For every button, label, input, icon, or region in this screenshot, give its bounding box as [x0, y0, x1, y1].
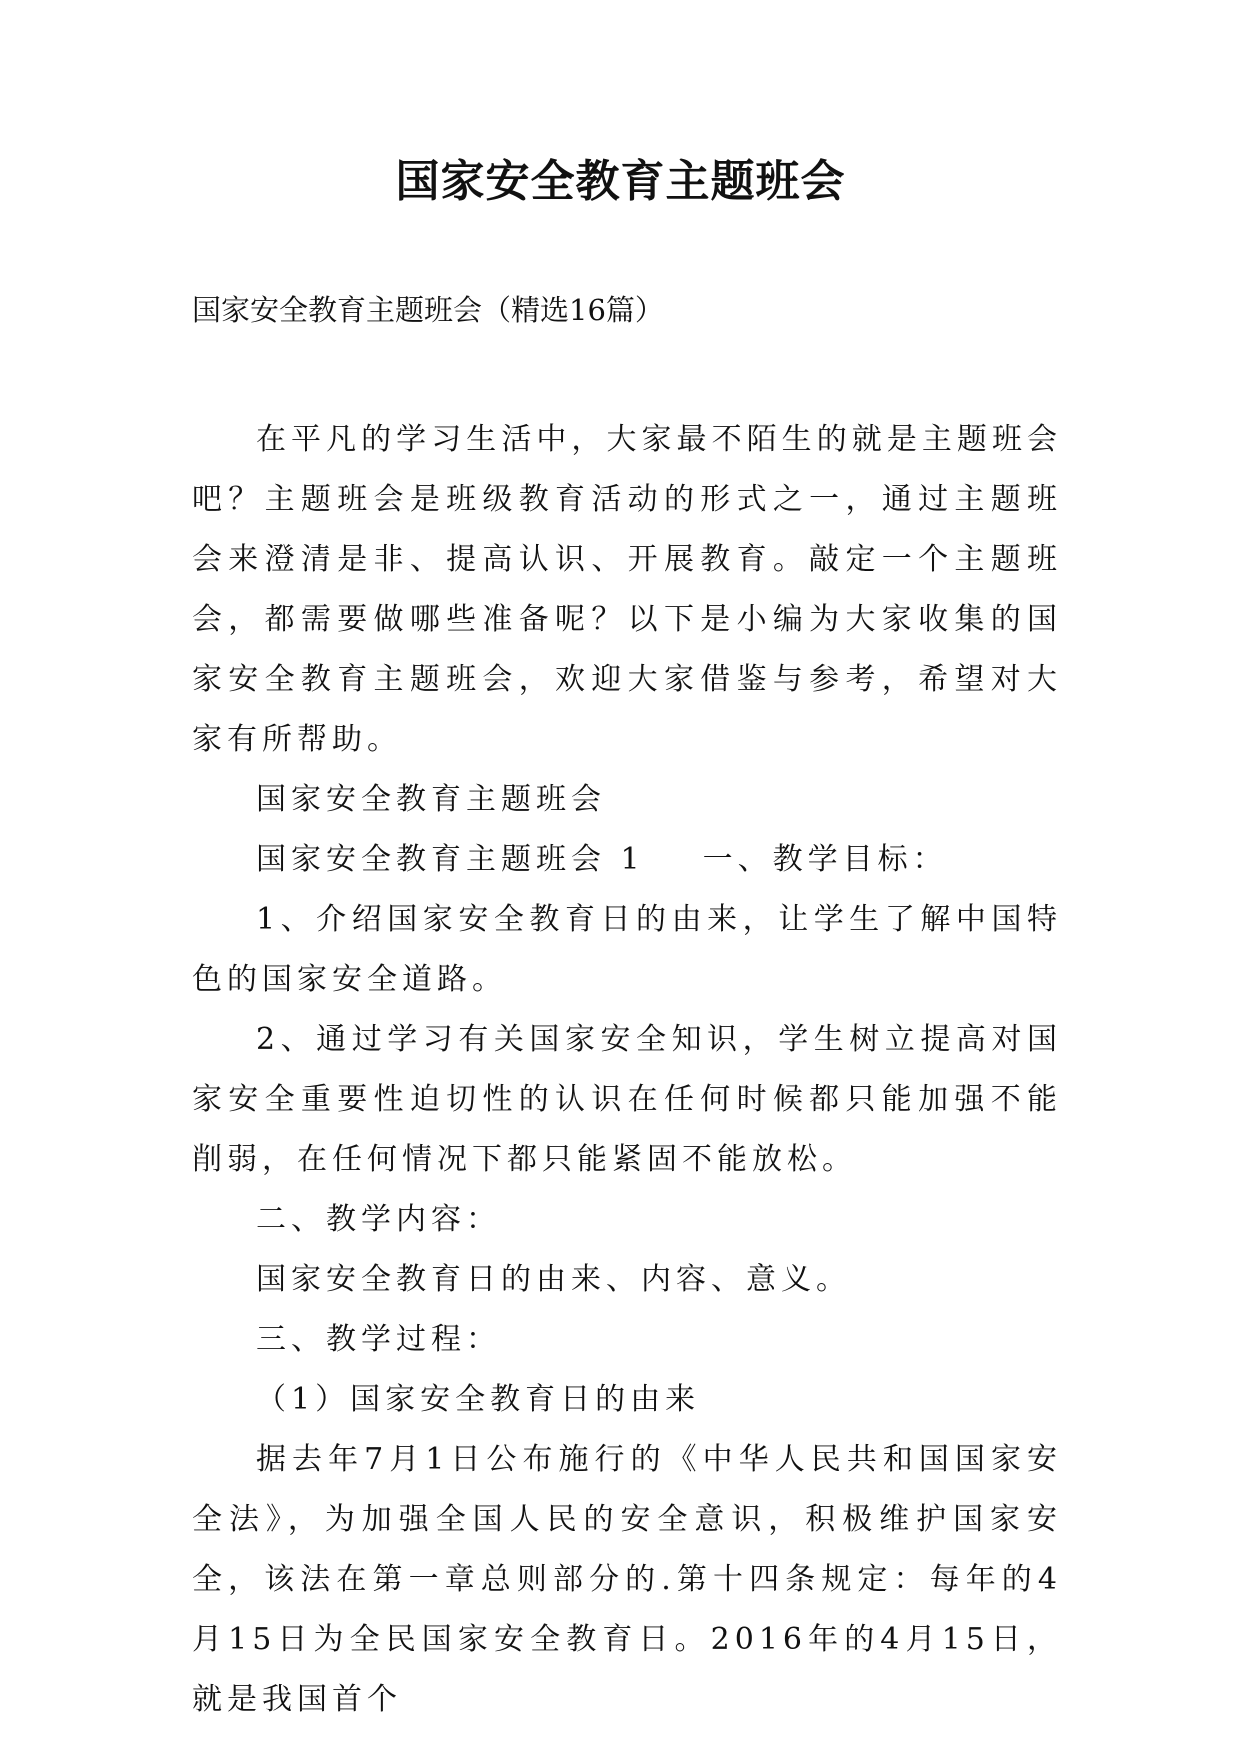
- intro-paragraph: 在平凡的学习生活中，大家最不陌生的就是主题班会吧？主题班会是班级教育活动的形式之一，通过主题班会来澄清是非、提高认识、开展教育。敲定一个主题班会，都需要做哪些准备呢？以下是小编为大家收集的国家安全教育主题班会，欢迎大家借鉴与参考，希望对大家有所帮助。: [192, 422, 1062, 757]
- item-title: 国家安全教育主题班会 1: [256, 842, 645, 877]
- goal-2-paragraph: 2、通过学习有关国家安全知识，学生树立提高对国家安全重要性迫切性的认识在任何时候都只能加强不能削弱，在任何情况下都只能紧固不能放松。: [192, 1022, 1062, 1177]
- goal-1-paragraph: 1、介绍国家安全教育日的由来，让学生了解中国特色的国家安全道路。: [192, 902, 1062, 997]
- process-step-1: （1）国家安全教育日的由来: [256, 1382, 701, 1417]
- document-title: 国家安全教育主题班会: [395, 156, 846, 207]
- document-subtitle: 国家安全教育主题班会（精选16篇）: [192, 293, 664, 327]
- item-heading-line: [192, 830, 1062, 890]
- content-heading: 二、教学内容：: [256, 1202, 501, 1237]
- content-text: 国家安全教育日的由来、内容、意义。: [256, 1262, 851, 1297]
- document-body: [192, 410, 1062, 1730]
- process-heading: 三、教学过程：: [256, 1322, 501, 1357]
- section-heading: 国家安全教育主题班会: [256, 782, 606, 817]
- goals-heading: 一、教学目标：: [702, 842, 948, 877]
- process-paragraph: 据去年7月1日公布施行的《中华人民共和国国家安全法》，为加强全国人民的安全意识，积极维护国家安全，该法在第一章总则部分的.第十四条规定：每年的4月15日为全民国家安全教育日。2016年的4月15日，就是我国首个: [192, 1442, 1062, 1717]
